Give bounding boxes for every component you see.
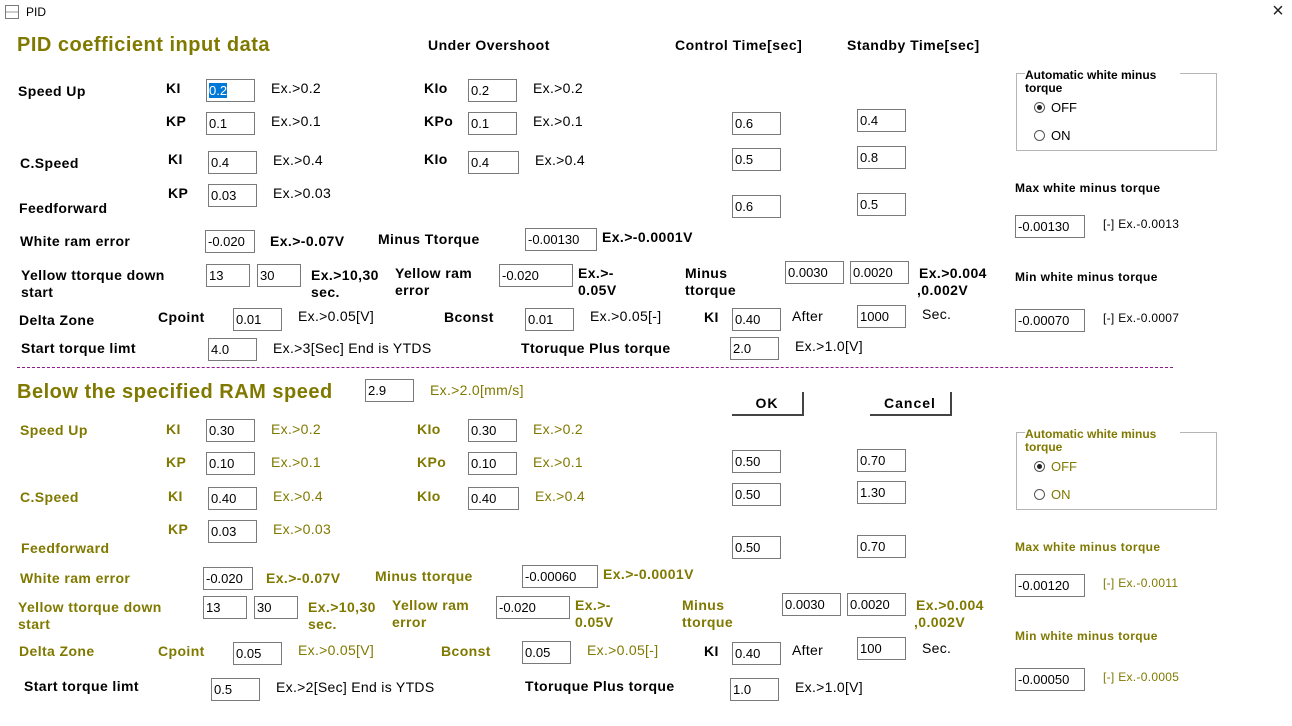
s2-yellow-ram-error-label-1: Yellow ram: [392, 597, 470, 613]
s1-minus2-label-1: Minus: [685, 265, 728, 281]
s2-minus2-input-1[interactable]: 0.0030: [782, 593, 841, 616]
s1-su-kpo-example: Ex.>0.1: [533, 113, 583, 129]
s1-after-input[interactable]: 1000: [857, 305, 906, 328]
s2-yellow-ram-error-example-2: 0.05V: [575, 614, 614, 630]
s2-plus-torque-example: Ex.>1.0[V]: [795, 679, 863, 695]
s2-yellow-down-input-1[interactable]: 13: [203, 596, 247, 619]
s2-standby-time-3[interactable]: 0.70: [857, 535, 906, 558]
s2-su-kpo-example: Ex.>0.1: [533, 454, 583, 470]
s2-cpoint-example: Ex.>0.05[V]: [298, 642, 375, 658]
s2-control-time-2[interactable]: 0.50: [732, 483, 781, 506]
s2-cpoint-label: Cpoint: [158, 643, 205, 659]
s2-yellow-down-label-2: start: [18, 616, 51, 632]
s2-bconst-example: Ex.>0.05[-]: [587, 642, 659, 658]
s1-on-radio[interactable]: [1034, 130, 1045, 141]
s1-cpoint-input[interactable]: 0.01: [233, 308, 282, 331]
s1-delta-ki-label: KI: [704, 309, 719, 325]
s2-white-ram-error-input[interactable]: -0.020: [203, 567, 253, 590]
s2-ram-speed-example: Ex.>2.0[mm/s]: [430, 382, 524, 398]
s1-control-time-2[interactable]: 0.5: [732, 148, 781, 171]
s1-minus-ttorque-input[interactable]: -0.00130: [525, 228, 597, 251]
s2-max-label: Max white minus torque: [1015, 540, 1161, 554]
s1-start-torque-label: Start torque limt: [21, 340, 136, 356]
s1-bconst-input[interactable]: 0.01: [525, 308, 574, 331]
s1-su-kpo-input[interactable]: 0.1: [468, 112, 517, 135]
s1-plus-torque-example: Ex.>1.0[V]: [795, 338, 863, 354]
app-icon: [5, 5, 19, 19]
s1-cs-ki-input[interactable]: 0.4: [208, 151, 257, 174]
s2-yellow-ram-error-example-1: Ex.>-: [575, 597, 611, 613]
s2-su-kio-example: Ex.>0.2: [533, 421, 583, 437]
s2-speed-up-label: Speed Up: [20, 422, 88, 438]
s1-start-torque-input[interactable]: 4.0: [208, 338, 257, 361]
s1-yellow-down-input-2[interactable]: 30: [257, 264, 301, 287]
cancel-button[interactable]: Cancel: [870, 392, 952, 416]
s2-control-time-1[interactable]: 0.50: [732, 450, 781, 473]
s1-speed-up-label: Speed Up: [18, 83, 86, 99]
s1-max-input[interactable]: -0.00130: [1015, 215, 1085, 238]
s2-standby-time-2[interactable]: 1.30: [857, 481, 906, 504]
s2-cs-kio-example: Ex.>0.4: [535, 488, 585, 504]
s2-cs-kio-input[interactable]: 0.40: [468, 487, 519, 510]
s1-cs-kp-label: KP: [168, 185, 189, 201]
window-title: PID: [26, 5, 47, 19]
s1-start-torque-example: Ex.>3[Sec] End is YTDS: [273, 340, 432, 356]
s1-on-label[interactable]: ON: [1051, 128, 1071, 143]
s1-su-kio-example: Ex.>0.2: [533, 80, 583, 96]
s1-cs-kp-input[interactable]: 0.03: [208, 184, 257, 207]
s1-yellow-down-label-1: Yellow ttorque down: [21, 267, 165, 283]
s2-min-label: Min white minus torque: [1015, 629, 1158, 643]
s1-cpoint-example: Ex.>0.05[V]: [298, 308, 375, 324]
s2-minus2-label-1: Minus: [682, 597, 725, 613]
s2-su-kp-input[interactable]: 0.10: [206, 452, 255, 475]
s2-delta-zone-label: Delta Zone: [19, 643, 95, 659]
s2-plus-torque-label: Ttoruque Plus torque: [525, 678, 675, 694]
s2-delta-ki-input[interactable]: 0.40: [732, 642, 781, 665]
s2-minus2-label-2: ttorque: [682, 614, 734, 630]
s1-standby-time-2[interactable]: 0.8: [857, 146, 906, 169]
s2-su-ki-input[interactable]: 0.30: [206, 419, 255, 442]
s2-minus-ttorque-label: Minus ttorque: [375, 568, 473, 584]
s1-cs-kio-example: Ex.>0.4: [535, 152, 585, 168]
s2-max-example: [-] Ex.-0.0011: [1103, 576, 1179, 590]
s2-minus2-example-2: ,0.002V: [914, 614, 966, 630]
s2-yellow-down-label-1: Yellow ttorque down: [18, 599, 162, 615]
s1-cs-ki-example: Ex.>0.4: [273, 152, 323, 168]
s2-standby-time-1[interactable]: 0.70: [857, 449, 906, 472]
s2-white-ram-error-label: White ram error: [20, 570, 131, 586]
s1-minus2-example-2: ,0.002V: [917, 282, 969, 298]
s2-min-input[interactable]: -0.00050: [1015, 668, 1085, 691]
s1-delta-ki-input[interactable]: 0.40: [732, 308, 781, 331]
s1-yellow-ram-error-example-2: 0.05V: [578, 282, 617, 298]
s2-cs-kio-label: KIo: [417, 488, 441, 504]
ok-button[interactable]: OK: [732, 392, 804, 416]
s1-minus-ttorque-label: Minus Ttorque: [378, 231, 480, 247]
s2-on-radio[interactable]: [1034, 489, 1045, 500]
s2-su-kp-example: Ex.>0.1: [271, 454, 321, 470]
s1-su-kio-input[interactable]: 0.2: [468, 79, 517, 102]
s1-min-label: Min white minus torque: [1015, 270, 1158, 284]
s1-control-time-3[interactable]: 0.6: [732, 195, 781, 218]
s1-cs-ki-label: KI: [168, 151, 183, 167]
s1-cs-kio-input[interactable]: 0.4: [468, 151, 519, 174]
s2-control-time-3[interactable]: 0.50: [732, 536, 781, 559]
s1-bconst-example: Ex.>0.05[-]: [590, 308, 662, 324]
title-bar: [0, 0, 1292, 26]
s1-max-example: [-] Ex.-0.0013: [1103, 217, 1180, 231]
s1-su-kp-label: KP: [166, 113, 187, 129]
s2-su-ki-label: KI: [166, 421, 181, 437]
s1-yellow-ram-error-label-2: error: [395, 282, 430, 298]
s1-su-ki-label: KI: [166, 80, 181, 96]
s2-start-torque-example: Ex.>2[Sec] End is YTDS: [276, 679, 435, 695]
s2-cs-ki-label: KI: [168, 488, 183, 504]
s2-yellow-down-example-1: Ex.>10,30: [308, 599, 376, 615]
s1-cs-kio-label: KIo: [424, 151, 448, 167]
s2-cs-ki-input[interactable]: 0.40: [208, 487, 257, 510]
s1-cs-kp-example: Ex.>0.03: [273, 185, 332, 201]
s2-ram-speed-input[interactable]: 2.9: [365, 379, 414, 402]
s1-yellow-down-input-1[interactable]: 13: [206, 264, 250, 287]
s2-yellow-ram-error-input[interactable]: -0.020: [496, 596, 570, 619]
s2-max-input[interactable]: -0.00120: [1015, 574, 1085, 597]
s1-minus2-input-1[interactable]: 0.0030: [785, 261, 844, 284]
s2-cs-kp-input[interactable]: 0.03: [208, 520, 257, 543]
s1-cpoint-label: Cpoint: [158, 309, 205, 325]
s2-minus-ttorque-input[interactable]: -0.00060: [522, 565, 598, 588]
s1-su-kpo-label: KPo: [424, 113, 454, 129]
s2-auto-title: Automatic white minus torque: [1025, 428, 1180, 454]
s2-su-kpo-input[interactable]: 0.10: [468, 452, 517, 475]
s2-on-label[interactable]: ON: [1051, 487, 1071, 502]
s1-minus2-input-2[interactable]: 0.0020: [850, 261, 909, 284]
s1-su-kio-label: KIo: [424, 80, 448, 96]
s2-bconst-label: Bconst: [441, 643, 491, 659]
s2-minus2-input-2[interactable]: 0.0020: [847, 593, 906, 616]
s1-max-label: Max white minus torque: [1015, 181, 1161, 195]
s1-yellow-ram-error-label-1: Yellow ram: [395, 265, 473, 281]
s1-auto-title: Automatic white minus torque: [1025, 69, 1180, 95]
s2-sec-label: Sec.: [922, 640, 952, 656]
s2-off-label[interactable]: OFF: [1051, 459, 1077, 474]
s1-standby-time-1[interactable]: 0.4: [857, 109, 906, 132]
s1-white-ram-error-input[interactable]: -0.020: [205, 230, 255, 253]
s2-after-label: After: [792, 642, 824, 658]
s2-su-kio-input[interactable]: 0.30: [468, 419, 517, 442]
s2-cpoint-input[interactable]: 0.05: [233, 642, 282, 665]
s1-su-ki-example: Ex.>0.2: [271, 80, 321, 96]
s2-cs-ki-example: Ex.>0.4: [273, 488, 323, 504]
s1-off-label[interactable]: OFF: [1051, 100, 1077, 115]
s2-cs-kp-example: Ex.>0.03: [273, 521, 332, 537]
s1-after-label: After: [792, 308, 824, 324]
s2-start-torque-label: Start torque limt: [24, 678, 139, 694]
s1-white-ram-error-label: White ram error: [20, 233, 131, 249]
section2-title: Below the specified RAM speed: [17, 381, 333, 403]
s1-yellow-ram-error-input[interactable]: -0.020: [499, 264, 573, 287]
s2-yellow-down-input-2[interactable]: 30: [254, 596, 298, 619]
s1-feedforward-label: Feedforward: [19, 200, 108, 216]
s1-yellow-down-label-2: start: [21, 284, 54, 300]
section1-title: PID coefficient input data: [17, 34, 271, 56]
s2-start-torque-input[interactable]: 0.5: [211, 678, 260, 701]
s2-su-kp-label: KP: [166, 454, 187, 470]
s2-su-ki-example: Ex.>0.2: [271, 421, 321, 437]
s1-su-kp-input[interactable]: 0.1: [206, 112, 255, 135]
col-under-overshoot: Under Overshoot: [428, 37, 550, 53]
s1-white-ram-error-example: Ex.>-0.07V: [270, 233, 345, 249]
s1-plus-torque-input[interactable]: 2.0: [730, 337, 779, 360]
section-divider: [17, 367, 1173, 368]
s1-c-speed-label: C.Speed: [20, 155, 79, 171]
s1-off-radio[interactable]: [1034, 102, 1045, 113]
s2-off-radio[interactable]: [1034, 461, 1045, 472]
s1-su-ki-input[interactable]: 0.2: [206, 79, 255, 102]
close-icon[interactable]: ×: [1272, 0, 1284, 22]
s2-bconst-input[interactable]: 0.05: [522, 641, 571, 664]
s2-minus2-example-1: Ex.>0.004: [916, 597, 984, 613]
s1-standby-time-3[interactable]: 0.5: [857, 193, 906, 216]
s1-minus2-label-2: ttorque: [685, 282, 737, 298]
s2-cs-kp-label: KP: [168, 521, 189, 537]
col-control-time: Control Time[sec]: [675, 37, 803, 53]
s2-su-kio-label: KIo: [417, 421, 441, 437]
s2-white-ram-error-example: Ex.>-0.07V: [266, 570, 341, 586]
s1-bconst-label: Bconst: [444, 309, 494, 325]
s2-plus-torque-input[interactable]: 1.0: [730, 678, 779, 701]
s1-su-kp-example: Ex.>0.1: [271, 113, 321, 129]
s1-yellow-down-example-1: Ex.>10,30: [311, 267, 379, 283]
s1-minus-ttorque-example: Ex.>-0.0001V: [602, 229, 693, 245]
s1-plus-torque-label: Ttoruque Plus torque: [521, 340, 671, 356]
s1-yellow-down-example-2: sec.: [311, 284, 340, 300]
col-standby-time: Standby Time[sec]: [847, 37, 980, 53]
s2-min-example: [-] Ex.-0.0005: [1103, 670, 1180, 684]
s1-delta-zone-label: Delta Zone: [19, 312, 95, 328]
s1-sec-label: Sec.: [922, 306, 952, 322]
s2-after-input[interactable]: 100: [857, 637, 906, 660]
s1-minus2-example-1: Ex.>0.004: [919, 265, 987, 281]
s2-yellow-down-example-2: sec.: [308, 616, 337, 632]
s2-yellow-ram-error-label-2: error: [392, 614, 427, 630]
s2-su-kpo-label: KPo: [417, 454, 447, 470]
s2-minus-ttorque-example: Ex.>-0.0001V: [603, 566, 694, 582]
s1-min-input[interactable]: -0.00070: [1015, 309, 1085, 332]
s2-feedforward-label: Feedforward: [21, 540, 110, 556]
s1-control-time-1[interactable]: 0.6: [732, 112, 781, 135]
s1-min-example: [-] Ex.-0.0007: [1103, 311, 1180, 325]
s2-delta-ki-label: KI: [704, 643, 719, 659]
s1-yellow-ram-error-example-1: Ex.>-: [578, 265, 614, 281]
s2-c-speed-label: C.Speed: [20, 489, 79, 505]
